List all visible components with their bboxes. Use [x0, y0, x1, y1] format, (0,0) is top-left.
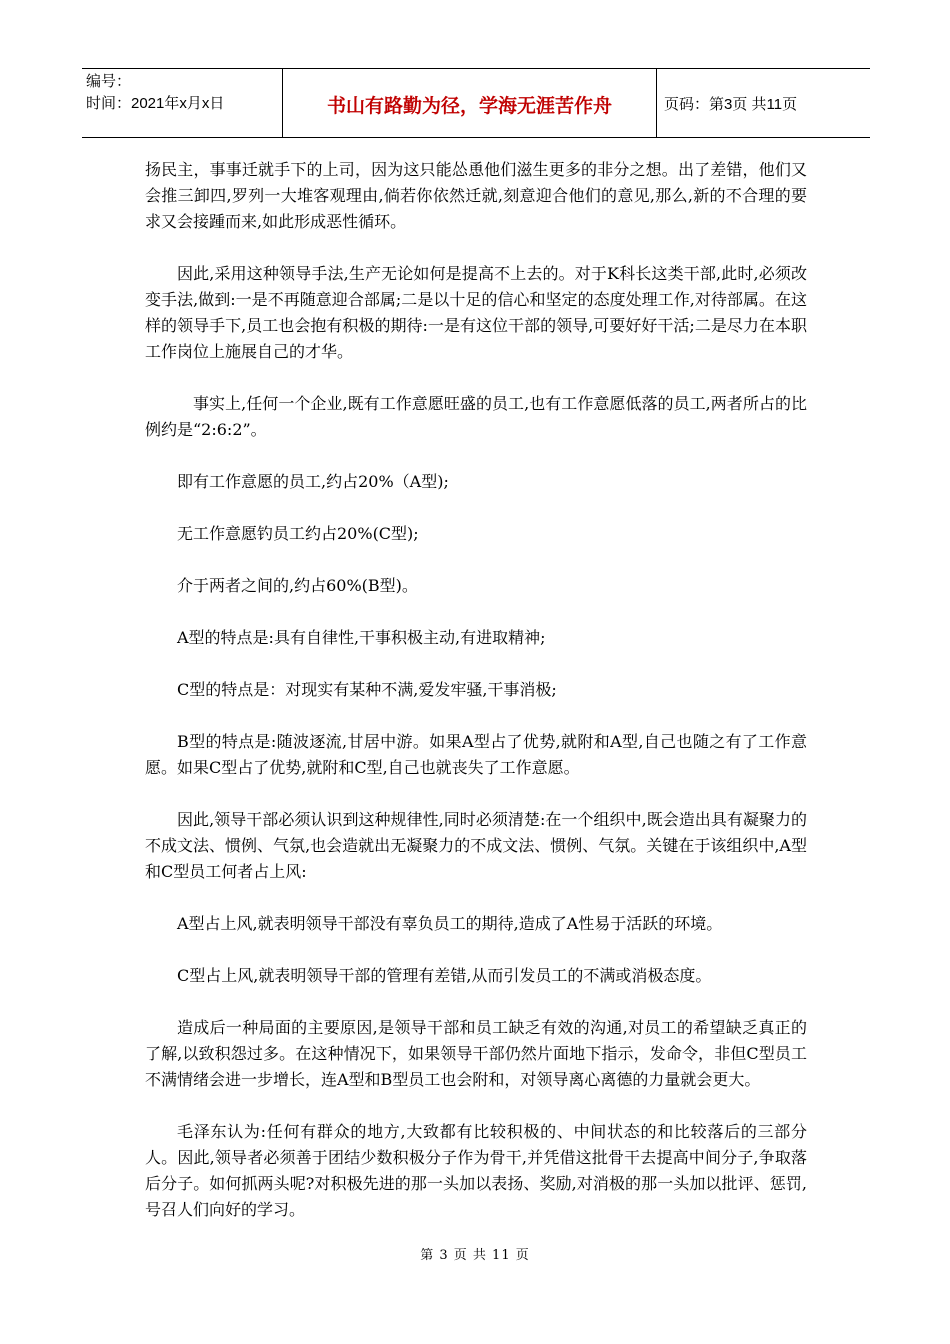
- paragraph: 因此,采用这种领导手法,生产无论如何是提高不上去的。对于K科长这类干部,此时,必须改变手法,做到:一是不再随意迎合部属;二是以十足的信心和坚定的态度处理工作,对待部属。在这样的领导手下,员工也会抱有积极的期待:一是有这位干部的领导,可要好好干活;二是尽力在本职工作岗位上施展自己的才华。: [145, 264, 807, 361]
- paragraph: 即有工作意愿的员工,约占20%（A型);: [177, 472, 449, 491]
- header-motto: 书山有路勤为径，学海无涯苦作舟: [326, 95, 612, 117]
- paragraph: 无工作意愿钓员工约占20%(C型);: [177, 524, 419, 543]
- header-divider: [656, 69, 657, 137]
- paragraph: B型的特点是:随波逐流,甘居中游。如果A型占了优势,就附和A型,自己也随之有了工作意愿。如果C型占了优势,就附和C型,自己也就丧失了工作意愿。: [145, 732, 807, 777]
- paragraph: 扬民主，事事迁就手下的上司，因为这只能怂恿他们滋生更多的非分之想。出了差错，他们又会推三卸四,罗列一大堆客观理由,倘若你依然迁就,刻意迎合他们的意见,那么,新的不合理的要求又会接踵而来,如此形成恶性循环。: [145, 160, 807, 231]
- paragraph: 事实上,任何一个企业,既有工作意愿旺盛的员工,也有工作意愿低落的员工,两者所占的比例约是“2:6:2”。: [145, 394, 807, 439]
- document-date-label: 时间：2021年x月x日: [86, 95, 225, 112]
- paragraph: 毛泽东认为:任何有群众的地方,大致都有比较积极的、中间状态的和比较落后的三部分人。因此,领导者必须善于团结少数积极分子作为骨干,并凭借这批骨干去提高中间分子,争取落后分子。如何抓两头呢?对积极先进的那一头加以表扬、奖励,对消极的那一头加以批评、惩罚,号召人们向好的学习。: [145, 1122, 807, 1219]
- page-footer: 第 3 页 共 11 页: [420, 1248, 530, 1263]
- header-meta: [86, 71, 280, 115]
- paragraph: 因此,领导干部必须认识到这种规律性,同时必须清楚:在一个组织中,既会造出具有凝聚力的不成文法、惯例、气氛,也会造就出无凝聚力的不成文法、惯例、气氛。关键在于该组织中,A型和C型员工何者占上风:: [145, 810, 807, 881]
- paragraph: C型占上风,就表明领导干部的管理有差错,从而引发员工的不满或消极态度。: [177, 966, 712, 985]
- paragraph: A型的特点是:具有自律性,干事积极主动,有进取精神;: [177, 628, 546, 647]
- paragraph: 介于两者之间的,约占60%(B型)。: [177, 576, 418, 595]
- page-header: [82, 68, 870, 138]
- paragraph: 造成后一种局面的主要原因,是领导干部和员工缺乏有效的沟通,对员工的希望缺乏真正的了解,以致积怨过多。在这种情况下，如果领导干部仍然片面地下指示，发命令，非但C型员工不满情绪会进一步增长，连A型和B型员工也会附和，对领导离心离德的力量就会更大。: [145, 1018, 807, 1089]
- document-number-label: 编号：: [86, 73, 132, 90]
- document-body: [145, 157, 807, 1249]
- header-page-info: 页码：第3页 共11页: [664, 96, 798, 113]
- paragraph: A型占上风,就表明领导干部没有辜负员工的期待,造成了A性易于活跃的环境。: [177, 914, 723, 933]
- paragraph: C型的特点是：对现实有某种不满,爱发牢骚,干事消极;: [177, 680, 557, 699]
